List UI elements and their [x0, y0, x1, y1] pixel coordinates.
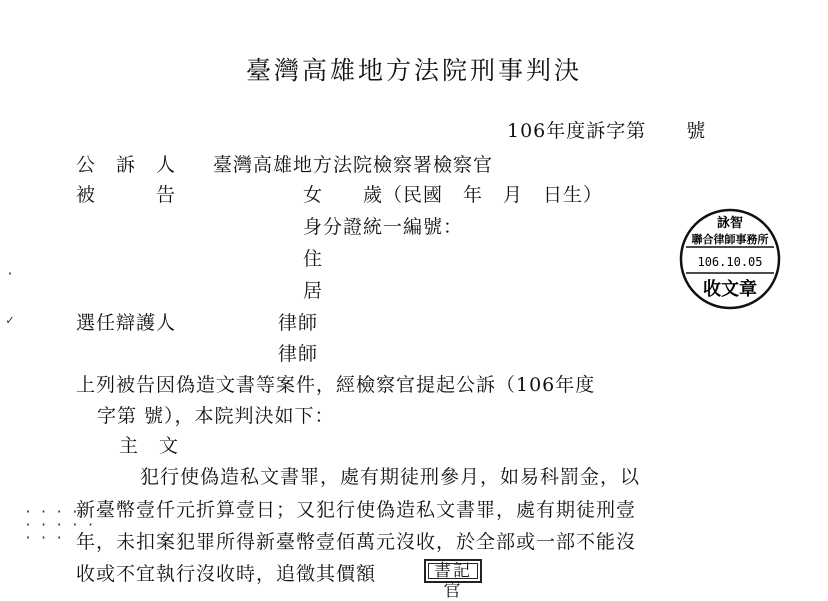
stamp-date-text: 106.10.05: [697, 255, 763, 269]
stamp-org-text: 聯合律師事務所: [691, 233, 769, 246]
margin-mark-icon: ·: [6, 267, 14, 282]
document-title: 臺灣高雄地方法院刑事判決: [245, 56, 582, 85]
clerk-seal: [424, 559, 482, 601]
id-number-label: 身分證統一編號：: [303, 216, 464, 238]
residence-label-1: 住: [303, 248, 324, 270]
defendant-info: 女 歲（民國 年 月 日生）: [303, 184, 604, 206]
defense-counsel-label: 選任辯護人: [76, 312, 177, 334]
body-line-3: 年，未扣案犯罪所得新臺幣壹佰萬元沒收，於全部或一部不能沒: [76, 531, 637, 553]
main-text-heading: 主 文: [119, 435, 180, 457]
margin-check-icon: ✓: [6, 313, 14, 328]
intro-line-2: 字第 號），本院判決如下：: [97, 405, 335, 427]
lawyer-2: 律師: [278, 343, 319, 365]
prosecutor-value: 臺灣高雄地方法院檢察署檢察官: [213, 154, 494, 176]
body-line-4: 收或不宜執行沒收時，追徵其價額: [76, 563, 377, 585]
intro-line-1: 上列被告因偽造文書等案件，經檢察官提起公訴（106年度: [76, 374, 596, 396]
residence-label-2: 居: [303, 280, 324, 302]
seal-text: 書記官: [434, 561, 472, 601]
seal-border: [428, 563, 478, 579]
body-line-1: 犯行使偽造私文書罪，處有期徒刑參月，如易科罰金，以: [140, 466, 641, 488]
case-number: 106年度訴字第 號: [507, 120, 707, 142]
body-line-2: 新臺幣壹仟元折算壹日；又犯行使偽造私文書罪，處有期徒刑壹: [76, 499, 637, 521]
received-stamp: [678, 207, 782, 311]
binding-marks-icon: · · · · · · · · · · · ·: [24, 505, 95, 546]
stamp-circle-icon: [678, 207, 782, 311]
defendant-label: 被 告: [76, 184, 177, 206]
stamp-bottom-text: 收文章: [703, 279, 757, 300]
prosecutor-label: 公 訴 人: [76, 154, 177, 176]
lawyer-1: 律師: [278, 312, 319, 334]
stamp-top-text: 詠智: [716, 216, 744, 231]
